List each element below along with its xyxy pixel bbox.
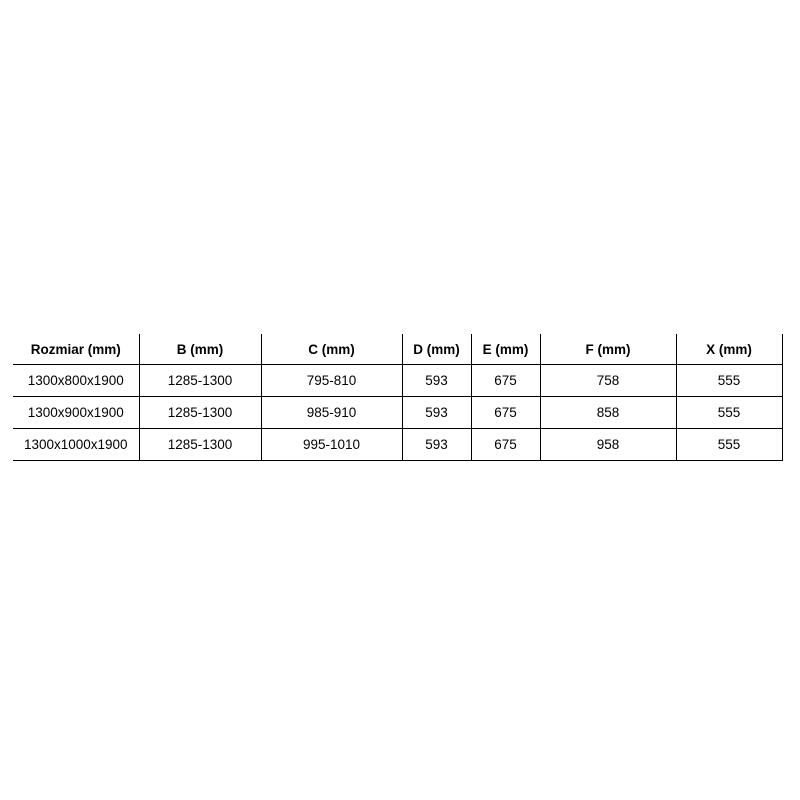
cell-e: 675 [471,397,540,429]
cell-x: 555 [676,429,782,461]
column-header-f: F (mm) [540,334,676,365]
cell-rozmiar: 1300x800x1900 [13,365,139,397]
column-header-rozmiar: Rozmiar (mm) [13,334,139,365]
column-header-d: D (mm) [402,334,471,365]
cell-b: 1285-1300 [139,397,261,429]
cell-x: 555 [676,397,782,429]
cell-d: 593 [402,365,471,397]
column-header-b: B (mm) [139,334,261,365]
cell-e: 675 [471,429,540,461]
cell-c: 985-910 [261,397,402,429]
column-header-x: X (mm) [676,334,782,365]
cell-f: 758 [540,365,676,397]
table-row [13,429,782,461]
size-table-container [13,334,783,461]
table-row [13,365,782,397]
cell-b: 1285-1300 [139,429,261,461]
column-header-e: E (mm) [471,334,540,365]
cell-rozmiar: 1300x900x1900 [13,397,139,429]
cell-rozmiar: 1300x1000x1900 [13,429,139,461]
table-row [13,397,782,429]
cell-f: 858 [540,397,676,429]
cell-d: 593 [402,397,471,429]
cell-c: 795-810 [261,365,402,397]
cell-e: 675 [471,365,540,397]
cell-b: 1285-1300 [139,365,261,397]
cell-f: 958 [540,429,676,461]
column-header-c: C (mm) [261,334,402,365]
size-specs-table [13,334,783,461]
cell-d: 593 [402,429,471,461]
header-row [13,334,782,365]
cell-x: 555 [676,365,782,397]
cell-c: 995-1010 [261,429,402,461]
